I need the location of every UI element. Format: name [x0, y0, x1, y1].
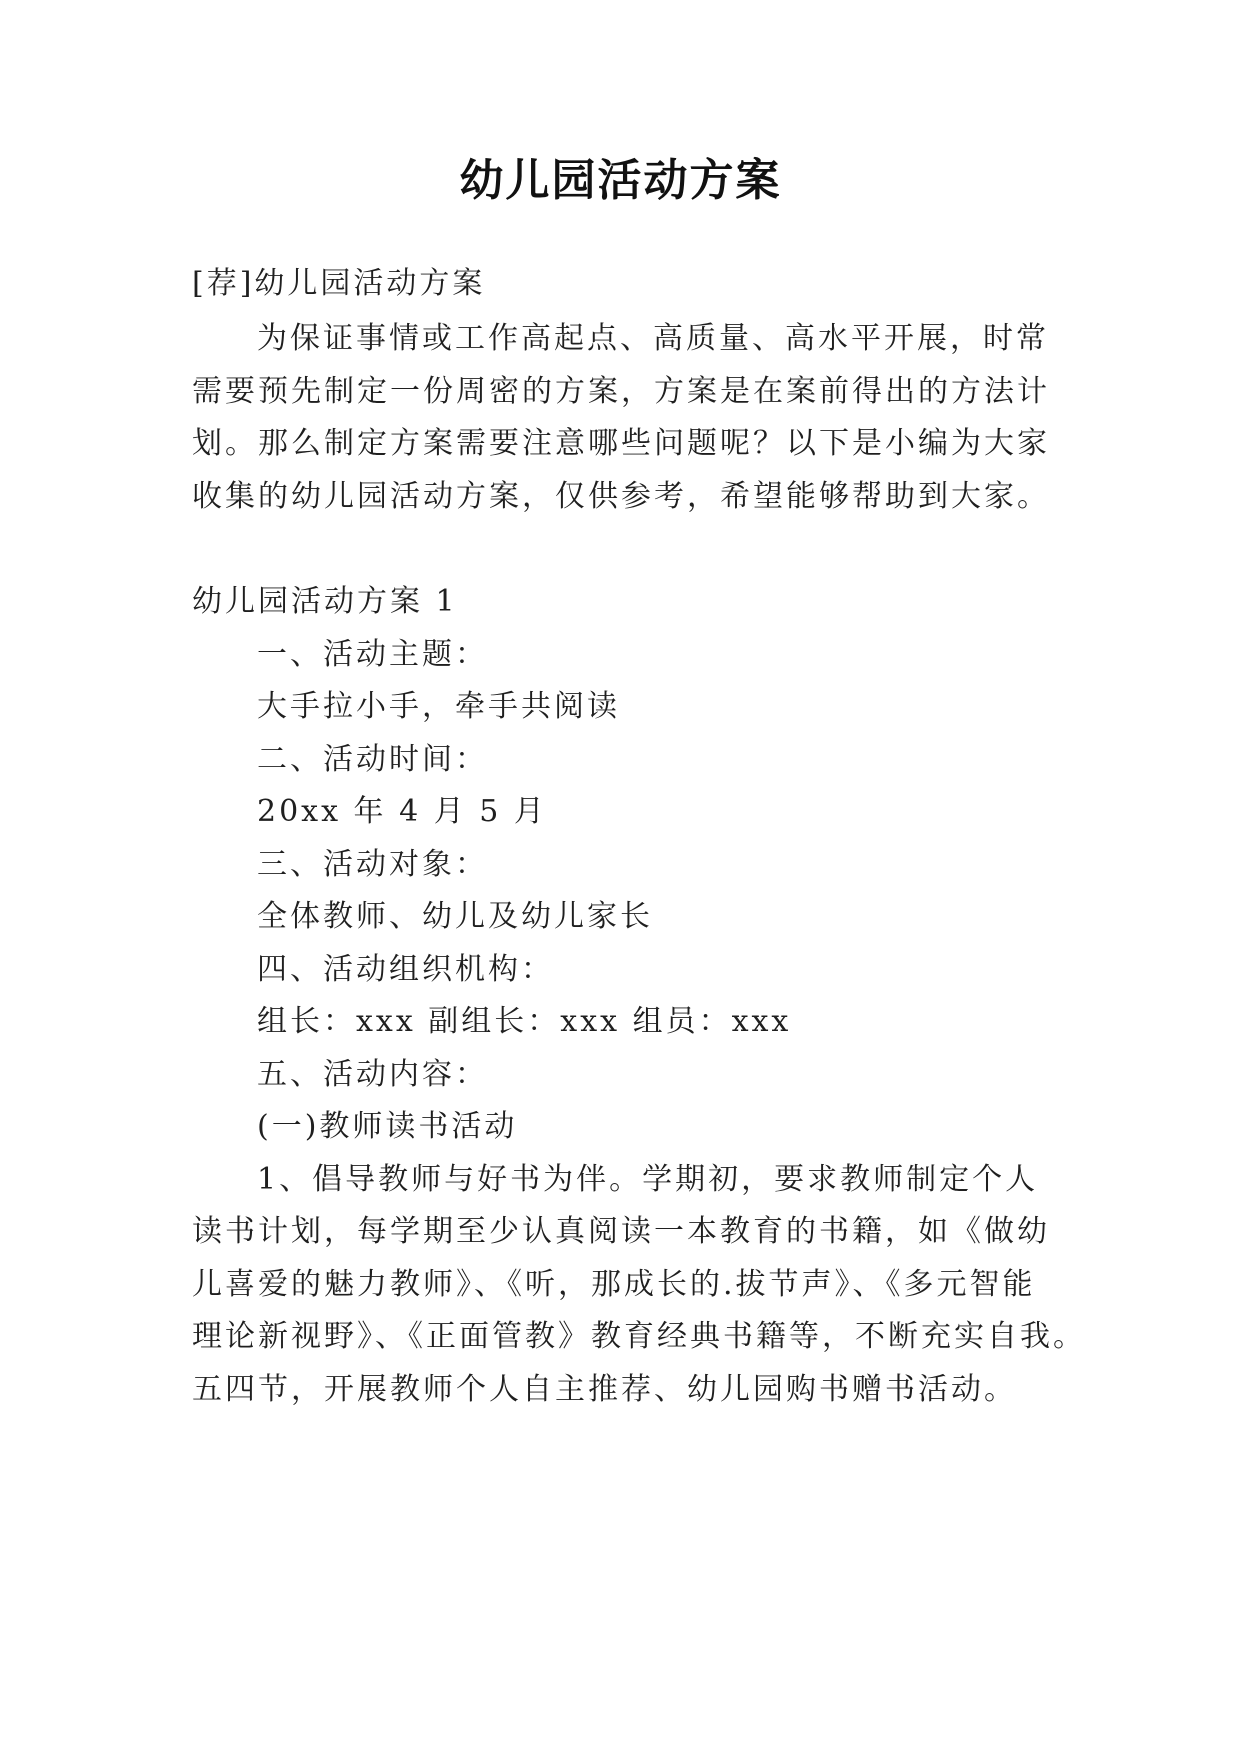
outline-item: 大手拉小手，牵手共阅读 — [257, 689, 620, 724]
section-heading: 幼儿园活动方案 1 — [192, 584, 458, 619]
intro-line: 收集的幼儿园活动方案，仅供参考，希望能够帮助到大家。 — [192, 479, 1050, 514]
outline-item: 二、活动时间： — [257, 742, 488, 777]
outline-item: 一、活动主题： — [257, 637, 488, 672]
paragraph-line: 1、倡导教师与好书为伴。学期初，要求教师制定个人 — [257, 1162, 1039, 1197]
outline-item: 四、活动组织机构： — [257, 952, 554, 987]
paragraph-line: 五四节，开展教师个人自主推荐、幼儿园购书赠书活动。 — [192, 1372, 1017, 1407]
outline-item: 20xx 年 4 月 5 月 — [257, 794, 547, 829]
intro-line: 为保证事情或工作高起点、高质量、高水平开展，时常 — [257, 321, 1049, 356]
outline-item: (一)教师读书活动 — [257, 1109, 518, 1144]
paragraph-line: 理论新视野》、《正面管教》教育经典书籍等，不断充实自我。 — [192, 1319, 1086, 1354]
document-title: 幼儿园活动方案 — [459, 155, 782, 206]
paragraph-line: 读书计划，每学期至少认真阅读一本教育的书籍，如《做幼 — [192, 1214, 1050, 1249]
outline-item: 三、活动对象： — [257, 847, 488, 882]
outline-item: 组长：xxx 副组长：xxx 组员：xxx — [257, 1004, 792, 1039]
outline-item: 五、活动内容： — [257, 1057, 488, 1092]
paragraph-line: 儿喜爱的魅力教师》、《听，那成长的.拔节声》、《多元智能 — [192, 1267, 1036, 1302]
intro-line: 划。那么制定方案需要注意哪些问题呢？以下是小编为大家 — [192, 426, 1050, 461]
intro-line: 需要预先制定一份周密的方案，方案是在案前得出的方法计 — [192, 374, 1050, 409]
document-subtitle: [荐]幼儿园活动方案 — [192, 266, 486, 301]
outline-item: 全体教师、幼儿及幼儿家长 — [257, 899, 653, 934]
